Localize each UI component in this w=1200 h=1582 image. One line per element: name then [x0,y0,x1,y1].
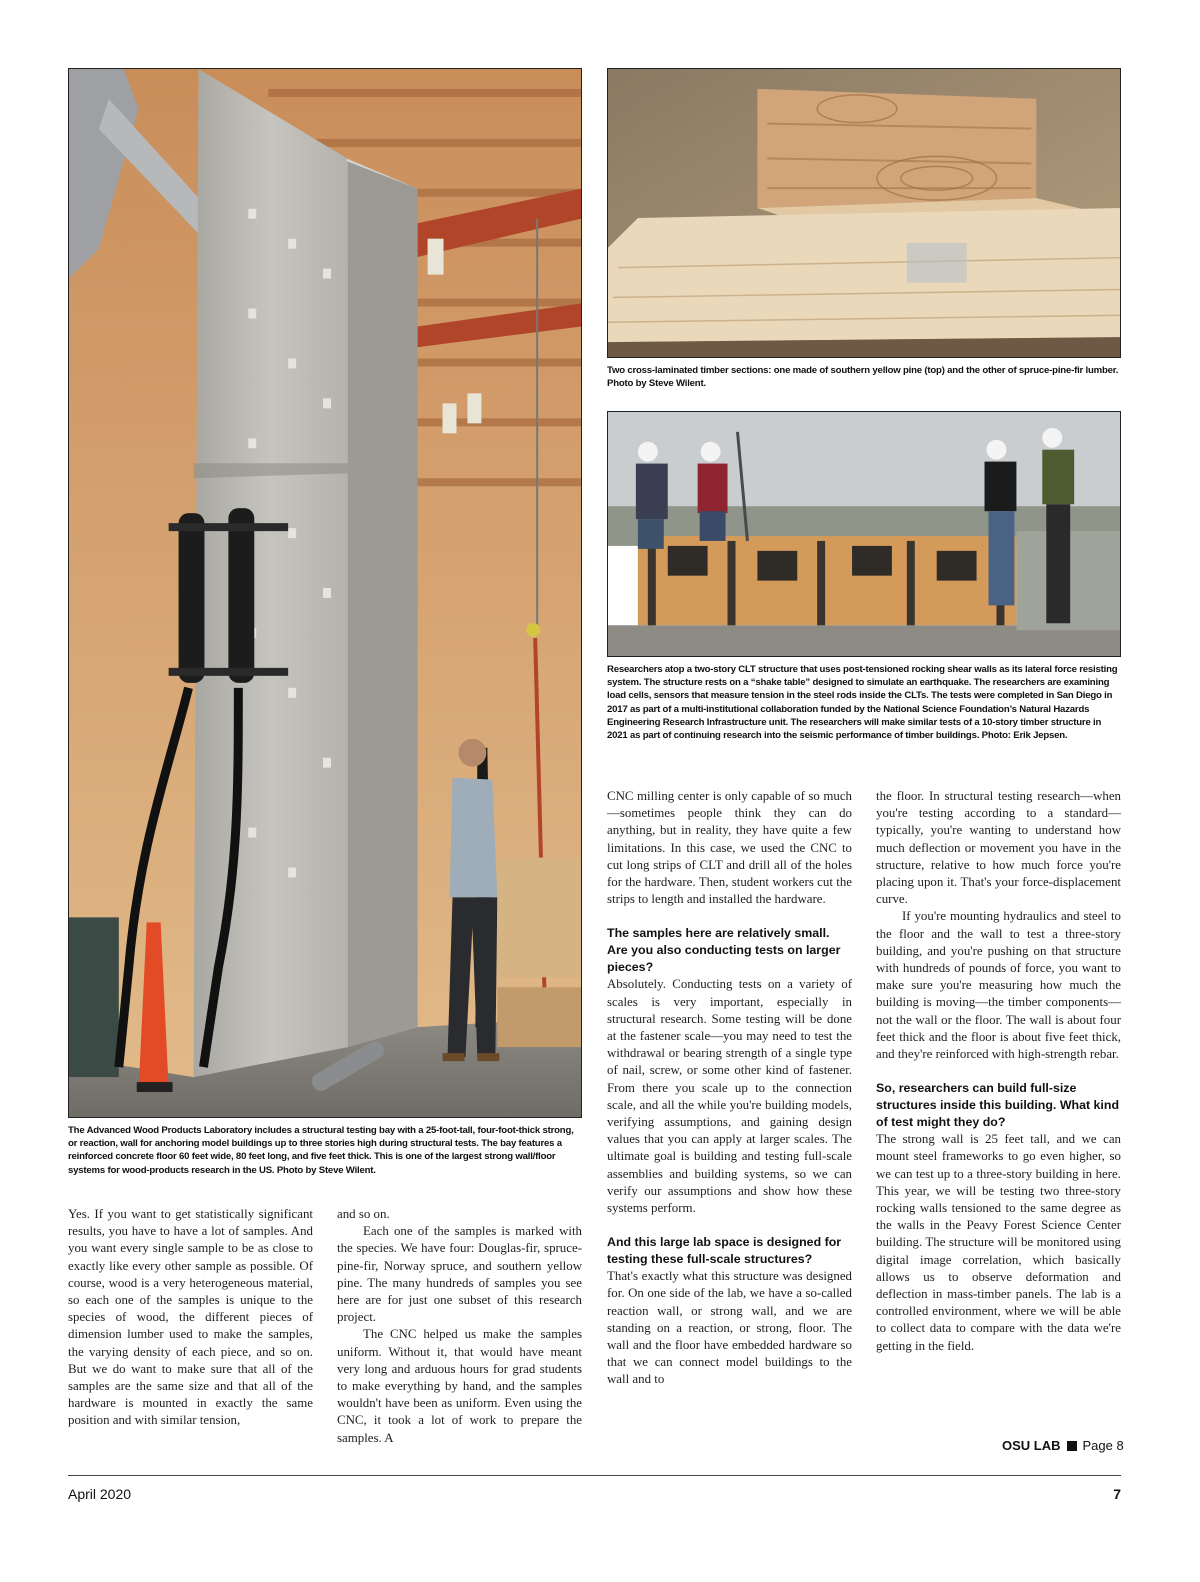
col4-paragraph-1: the floor. In structural testing research—when you're testing according to a standard—typically, you're wanting to understand how much deflection or movement you have in the structure, relative to how much force you're placing upon it. That's your force-displacement curve. [876,789,1121,907]
col2-paragraph-1: and so on. [337,1207,390,1221]
footer-page-number: 7 [1113,1486,1121,1502]
question-heading-larger-pieces: The samples here are relatively small. Are you also conducting tests on larger pieces? [607,926,841,975]
col2-paragraph-2: Each one of the samples is marked with the species. We have four: Douglas-fir, spruce-pine-fir, Norway spruce, and southern yellow pine. The many hundreds of samples you see here are for just one subset of this research project. [337,1224,582,1325]
photo-shake-table [607,411,1121,657]
caption-clt-sections: Two cross-laminated timber sections: one made of southern yellow pine (top) and the other of spruce-pine-fir lumber. Photo by Steve Wilent. [607,365,1119,390]
strong-wall-illustration [69,69,581,1117]
col2-paragraph-3: The CNC helped us make the samples uniform. Without it, that would have meant very long and arduous hours for grad students to make everything by hand, and the samples wouldn't have been as uniform. Even using the CNC, it took a lot of work to prepare the samples. A [337,1327,582,1445]
col4-paragraph-2: If you're mounting hydraulics and steel to the floor and the wall to test a three-story building, and you're pushing on that structure with hundreds of pounds of force, you want to make sure you're measuring how much the building is moving—the timber components—not the wall or the floor. The wall is about four feet thick and the floor is about five feet thick, and they're reinforced with high-strength rebar. [876,909,1121,1062]
continuation-jump [1002,1438,1122,1453]
article-column-4 [876,788,1121,1355]
footer-rule [68,1475,1121,1476]
continuation-page: Page 8 [1082,1438,1124,1453]
question-heading-full-scale: And this large lab space is designed for testing these full-scale structures? [607,1235,842,1267]
footer-date: April 2020 [68,1486,132,1502]
photo-strong-wall [68,68,582,1118]
article-column-1 [68,1206,313,1430]
clt-sections-illustration [608,69,1120,357]
caption-shake-table: Researchers atop a two-story CLT structure that uses post-tensioned rocking shear walls as its lateral force resisting system. The structure rests on a “shake table” designed to simulate an earthquake. The researchers are examining load cells, sensors that measure tension in the steel rods inside the CLTs. The tests were completed in San Diego in 2017 as part of a multi-institutional collaboration funded by the National Science Foundation’s Natural Hazards Engineering Research Infrastructure unit. The researchers will make similar tests of a 10-story timber structure in 2021 as part of continuing research into the seismic performance of timber buildings. Photo: Erik Jepsen. [607,664,1118,742]
col3-paragraph-3: That's exactly what this structure was designed for. On one side of the lab, we have a so-called reaction wall, or strong wall, and we are standing on a reaction, or strong, floor. The wall and the floor have embedded hardware so that we can connect model buildings to the wall and to [607,1269,852,1387]
col3-paragraph-2: Absolutely. Conducting tests on a variety of scales is very important, especially in structural research. Some testing will be done at the fastener scale—you may need to test the withdrawal or bearing strength of a single type of nail, screw, or some other kind of fastener. From there you scale up to the connection scale, and all the while you're building models, verifying assumptions, and gaining design values that you can apply at larger scales. The ultimate goal is building and testing full-scale assemblies and building systems, so we can verify our assumptions and show how these systems perform. [607,977,852,1216]
question-heading-full-size-structures: So, researchers can build full-size structures inside this building. What kind of test might they do? [876,1081,1120,1130]
col3-paragraph-1: CNC milling center is only capable of so much—sometimes people think they can do anything, but in reality, they have quite a few limitations. In this case, we used the CNC to cut long strips of CLT and drill all of the holes for the hardware. Then, student workers cut the strips to length and installed the hardware. [607,789,852,907]
square-bullet-icon [1067,1441,1077,1451]
col4-paragraph-3: The strong wall is 25 feet tall, and we can mount steel frameworks to go even higher, so we can test up to a three-story building in here. This year, we will be testing two three-story rocking walls tensioned to the same degree as the walls in the Peavy Forest Science Center building. The structure will be monitored using digital image correlation, which basically allows us to observe deformation and deflection in mass-timber panels. The lab is a controlled environment, where we will be able to collect data to compare with the data we're getting in the field. [876,1132,1121,1353]
shake-table-illustration [608,412,1120,656]
photo-clt-sections [607,68,1121,358]
col1-paragraph-1: Yes. If you want to get statistically significant results, you have to have a lot of samples. And you want every single sample to be as close to exactly like every other sample as possible. Of course, wood is a very heterogeneous material, so each one of the samples is unique to the species of wood, the different pieces of dimension lumber used to make the samples, the varying density of each piece, and so on. But we do want to make sure that all of the samples are the same size and that all of the hardware is mounted in exactly the same position and with similar tension, [68,1207,313,1428]
article-column-3 [607,788,852,1389]
continuation-section: OSU LAB [1002,1438,1061,1453]
caption-strong-wall: The Advanced Wood Products Laboratory includes a structural testing bay with a 25-foot-tall, four-foot-thick strong, or reaction, wall for anchoring model buildings up to three stories high during structural tests. The bay features a reinforced concrete floor 60 feet wide, 80 feet long, and five feet thick. This is one of the largest strong wall/floor systems for wood-products research in the US. Photo by Steve Wilent. [68,1125,574,1176]
article-column-2 [337,1206,582,1447]
